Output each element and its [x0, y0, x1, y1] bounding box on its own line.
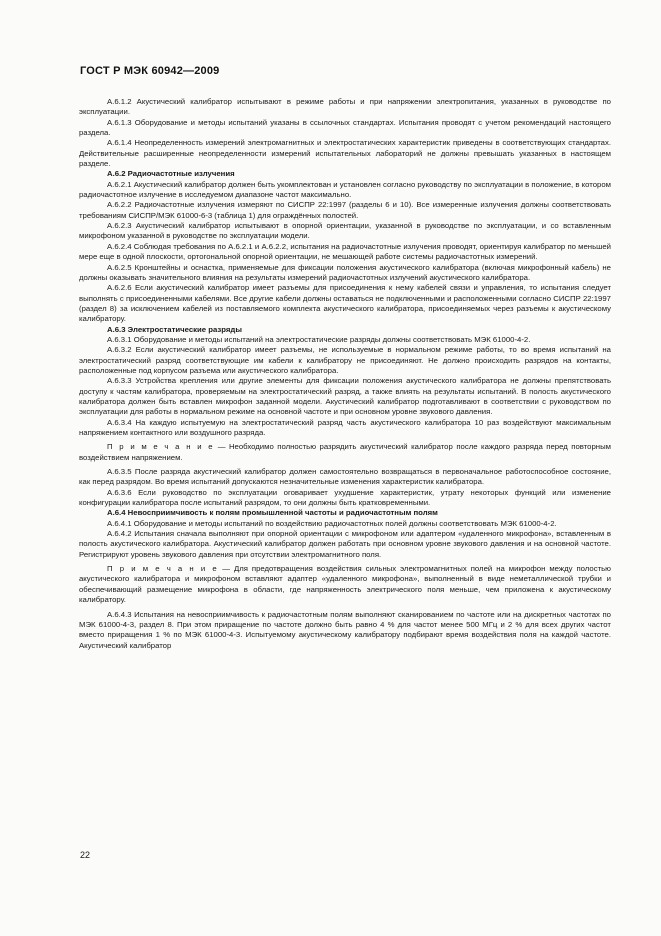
paragraph-a6-1-3: А.6.1.3 Оборудование и методы испытаний указаны в ссылочных стандартах. Испытания проводят с учетом рекомендаций настоящего раздела.: [79, 117, 611, 138]
paragraph-a6-2-5: А.6.2.5 Кронштейны и оснастка, применяемые для фиксации положения акустического калибратора (включая микрофонный кабель) не должны оказывать значительного влияния на результаты измерений радиочастотных излучений акустического калибратора.: [79, 262, 611, 282]
paragraph-a6-3-3: А.6.3.3 Устройства крепления или другие элементы для фиксации положения акустического калибратора не должны препятствовать доступу к частям калибратора, проверяемым на электростатический разряд, а также влиять на результаты испытаний. В полость акустического калибратора должен быть вставлен микрофон заданной модели. Акустический калибратор подготавливают в соответствии с руководством по эксплуатации для работы в нормальном режиме на основной частоте и при основном уровне звукового давления.: [79, 376, 611, 417]
paragraph-a6-2-1: А.6.2.1 Акустический калибратор должен быть укомплектован и установлен согласно руководству по эксплуатации в положение, в котором радиочастотное излучение в исследуемом диапазоне частот максимально.: [79, 179, 611, 200]
paragraph-a6-3-4: А.6.3.4 На каждую испытуемую на электростатический разряд часть акустического калибратора 10 раз воздействуют максимальным напряжением контактного или воздушного разряда.: [79, 417, 611, 437]
paragraph-a6-2-4: А.6.2.4 Соблюдая требования по А.6.2.1 и А.6.2.2, испытания на радиочастотные излучения проводят, ориентируя калибратор по меньшей мере еще в одной плоскости, ортогональной опорной ориентации, не мешающей работе системы радиочастотных измерений.: [79, 241, 611, 262]
paragraph-a6-2-6: А.6.2.6 Если акустический калибратор имеет разъемы для присоединения к нему кабелей связи и управления, то испытания следует выполнять с присоединенными кабелями. Все другие кабели должны оставаться не подключенными и расположенными согласно СИСПР 22:1997 (раздел 8) за исключением кабелей из поставляемого комплекта акустического калибратора, присоединяемых через разъемы к акустическому калибратору.: [79, 283, 611, 324]
note-2-label: П р и м е ч а н и е: [107, 564, 219, 574]
paragraph-a6-4-2: А.6.4.2 Испытания сначала выполняют при опорной ориентации с микрофоном или адаптером «удаленного микрофона», вставленным в полость акустического калибратора. Акустический калибратор должен работать при основном уровне звукового давления и на основной частоте. Регистрируют уровень звукового давления при отсутствии электромагнитного поля.: [79, 529, 611, 559]
note-2: [79, 564, 611, 605]
note-2-text: — Для предотвращения воздействия сильных электромагнитных полей на микрофон между полостью акустического калибратора и микрофоном вставляют адаптер «удаленного микрофона», выполненный в виде неметаллической трубки и обеспечивающий размещение микрофона в области, где напряженность электрического поля меньше, чем приложена к акустическому калибратору.: [79, 564, 611, 605]
paragraph-a6-4-3: А.6.4.3 Испытания на невосприимчивость к радиочастотным полям выполняют сканированием по частоте или на дискретных частотах по МЭК 61000-4-3, раздел 8. При этом приращение по частоте должно быть равно 4 % для частот менее 500 МГц и 2 % для всех других частот вместо приращения 1 % по МЭК 61000-4-3. Испытуемому акустическому калибратору подбирают время воздействия поля на каждой частоте. Акустический калибратор: [79, 609, 611, 650]
section-heading-a6-4: А.6.4 Невосприимчивость к полям промышленной частоты и радиочастотным полям: [107, 508, 438, 518]
paragraph-a6-2-2: А.6.2.2 Радиочастотные излучения измеряют по СИСПР 22:1997 (разделы 6 и 10). Все измеренные излучения должны соответствовать требованиям СИСПР/МЭК 61000-6-3 (таблица 1) для ограждённых полостей.: [79, 200, 611, 220]
paragraph-a6-3-1: А.6.3.1 Оборудование и методы испытаний на электростатические разряды должны соответствовать МЭК 61000-4-2.: [107, 334, 531, 344]
note-1-text: — Необходимо полностью разрядить акустический калибратор после каждого разряда перед повторным воздействием напряжением.: [79, 442, 611, 462]
paragraph-a6-1-2: А.6.1.2 Акустический калибратор испытывают в режиме работы и при напряжении электропитания, указанных в руководстве по эксплуатации.: [79, 97, 611, 117]
paragraph-a6-2-3: А.6.2.3 Акустический калибратор испытывают в опорной ориентации, указанной в руководстве по эксплуатации, и со вставленным микрофоном указанной в руководстве по эксплуатации модели.: [79, 221, 611, 241]
document-body: [79, 97, 611, 651]
section-heading-a6-3: А.6.3 Электростатические разряды: [107, 324, 242, 334]
paragraph-a6-3-5: А.6.3.5 После разряда акустический калибратор должен самостоятельно возвращаться в первоначальное работоспособное состояние, как перед разрядом. Во время испытаний допускаются незначительные изменения характеристик калибратора.: [79, 467, 611, 487]
section-heading-a6-2: А.6.2 Радиочастотные излучения: [107, 169, 235, 179]
paragraph-a6-3-2: А.6.3.2 Если акустический калибратор имеет разъемы, не используемые в нормальном режиме работы, то во время испытаний на электростатический разряд соответствующие им кабели к калибратору не присоединяют. Не должно происходить разрядов на контакты, расположенные под корпусом разъема или акустического калибратора.: [79, 345, 611, 375]
page-header-title: ГОСТ Р МЭК 60942—2009: [80, 65, 220, 77]
note-1: [79, 442, 611, 463]
paragraph-a6-4-1: А.6.4.1 Оборудование и методы испытаний по воздействию радиочастотных полей должны соответствовать МЭК 61000-4-2.: [107, 518, 557, 528]
note-1-label: П р и м е ч а н и е: [107, 442, 215, 452]
paragraph-a6-3-6: А.6.3.6 Если руководство по эксплуатации оговаривает ухудшение характеристик, утрату некоторых функций или изменение конфигурации калибратора после испытаний разрядом, то они должны быть кратковременными.: [79, 487, 611, 508]
page-number: 22: [80, 850, 91, 860]
paragraph-a6-1-4: А.6.1.4 Неопределенность измерений электромагнитных и электростатических характеристик приведены в соответствующих стандартах. Действительные расширенные неопределенности измерений испытательных лабораторий не должны превышать указанных в настоящем разделе.: [79, 138, 611, 169]
